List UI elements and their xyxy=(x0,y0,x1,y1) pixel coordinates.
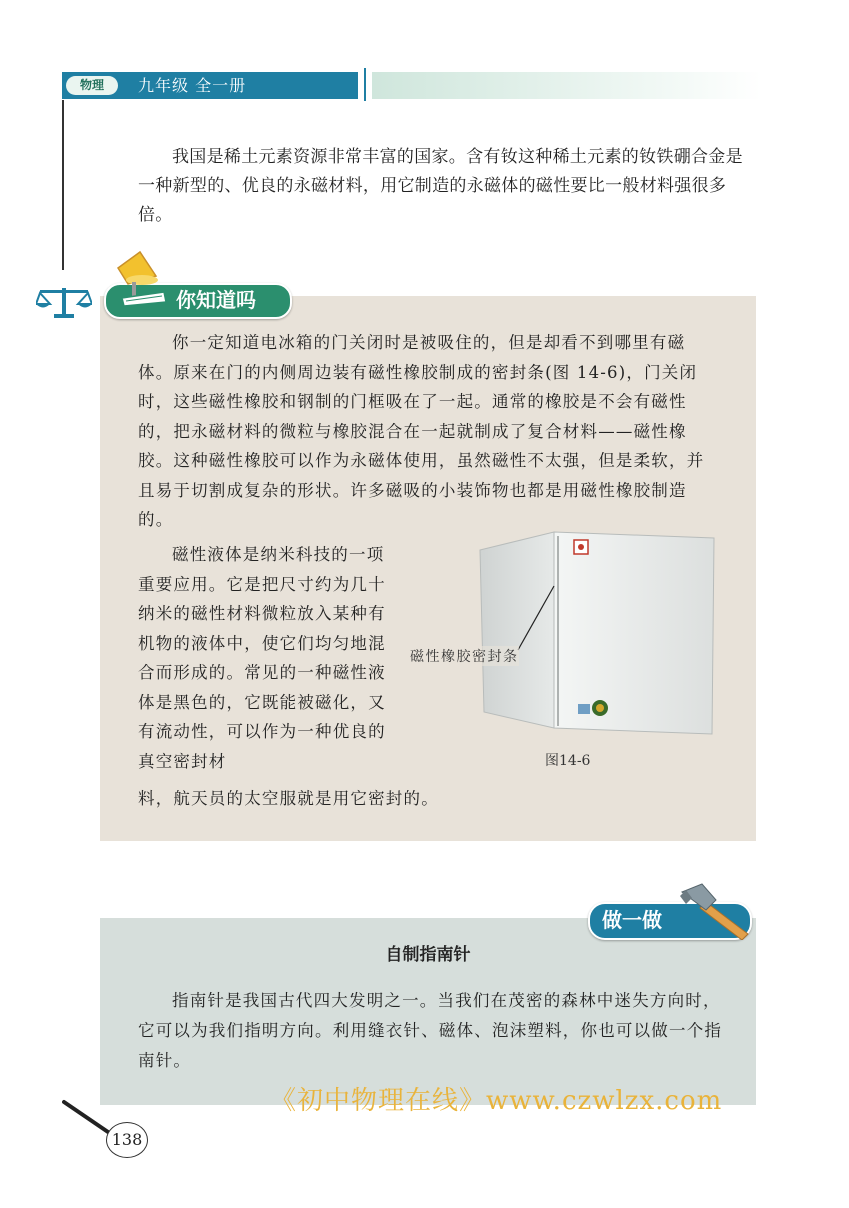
do-paragraph: 指南针是我国古代四大发明之一。当我们在茂密的森林中迷失方向时，它可以为我们指明方向。利用缝衣针、磁体、泡沫塑料，你也可以做一个指南针。 xyxy=(138,991,723,1070)
margin-rule xyxy=(62,100,64,270)
know-paragraph-2: 磁性液体是纳米科技的一项重要应用。它是把尺寸约为几十纳米的磁性材料微粒放入某种有机物的液体中，使它们均匀地混合而形成的。常见的一种磁性液体是黑色的，它既能被磁化，又有流动性，可以作为一种优良的真空密封材 xyxy=(138,545,386,771)
header-gradient-band xyxy=(372,72,762,99)
header-divider xyxy=(364,68,366,101)
refrigerator-illustration xyxy=(470,528,720,740)
know-paragraph-2-end: 料，航天员的太空服就是用它密封的。 xyxy=(138,789,439,808)
desk-lamp-icon xyxy=(104,246,174,310)
do-section-title: 做一做 xyxy=(602,908,662,932)
hammer-icon xyxy=(676,882,756,940)
intro-paragraph: 我国是稀土元素资源非常丰富的国家。含有钕这种稀土元素的钕铁硼合金是一种新型的、优良的永磁材料，用它制造的永磁体的磁性要比一般材料强很多倍。 xyxy=(138,147,743,225)
subject-badge: 物理 xyxy=(66,76,118,95)
seal-strip-label: 磁性橡胶密封条 xyxy=(410,646,519,666)
grade-title: 九年级 全一册 xyxy=(138,76,247,95)
page-number: 138 xyxy=(106,1122,148,1158)
balance-scale-icon xyxy=(36,284,92,320)
figure-caption: 图14-6 xyxy=(545,753,591,769)
know-section-title: 你知道吗 xyxy=(176,288,256,312)
activity-title: 自制指南针 xyxy=(385,945,471,965)
know-paragraph-1: 你一定知道电冰箱的门关闭时是被吸住的，但是却看不到哪里有磁体。原来在门的内侧周边装有磁性橡胶制成的密封条(图 14-6)，门关闭时，这些磁性橡胶和钢制的门框吸在了一起。通常的橡胶是不会有磁性的，把永磁材料的微粒与橡胶混合在一起就制成了复合材料——磁性橡胶。这种磁性橡胶可以作为永磁体使用，虽然磁性不太强，但是柔软，并且易于切割成复杂的形状。许多磁吸的小装饰物也都是用磁性橡胶制造的。 xyxy=(138,333,705,529)
watermark-text: 《初中物理在线》www.czwlzx.com xyxy=(270,1086,723,1116)
